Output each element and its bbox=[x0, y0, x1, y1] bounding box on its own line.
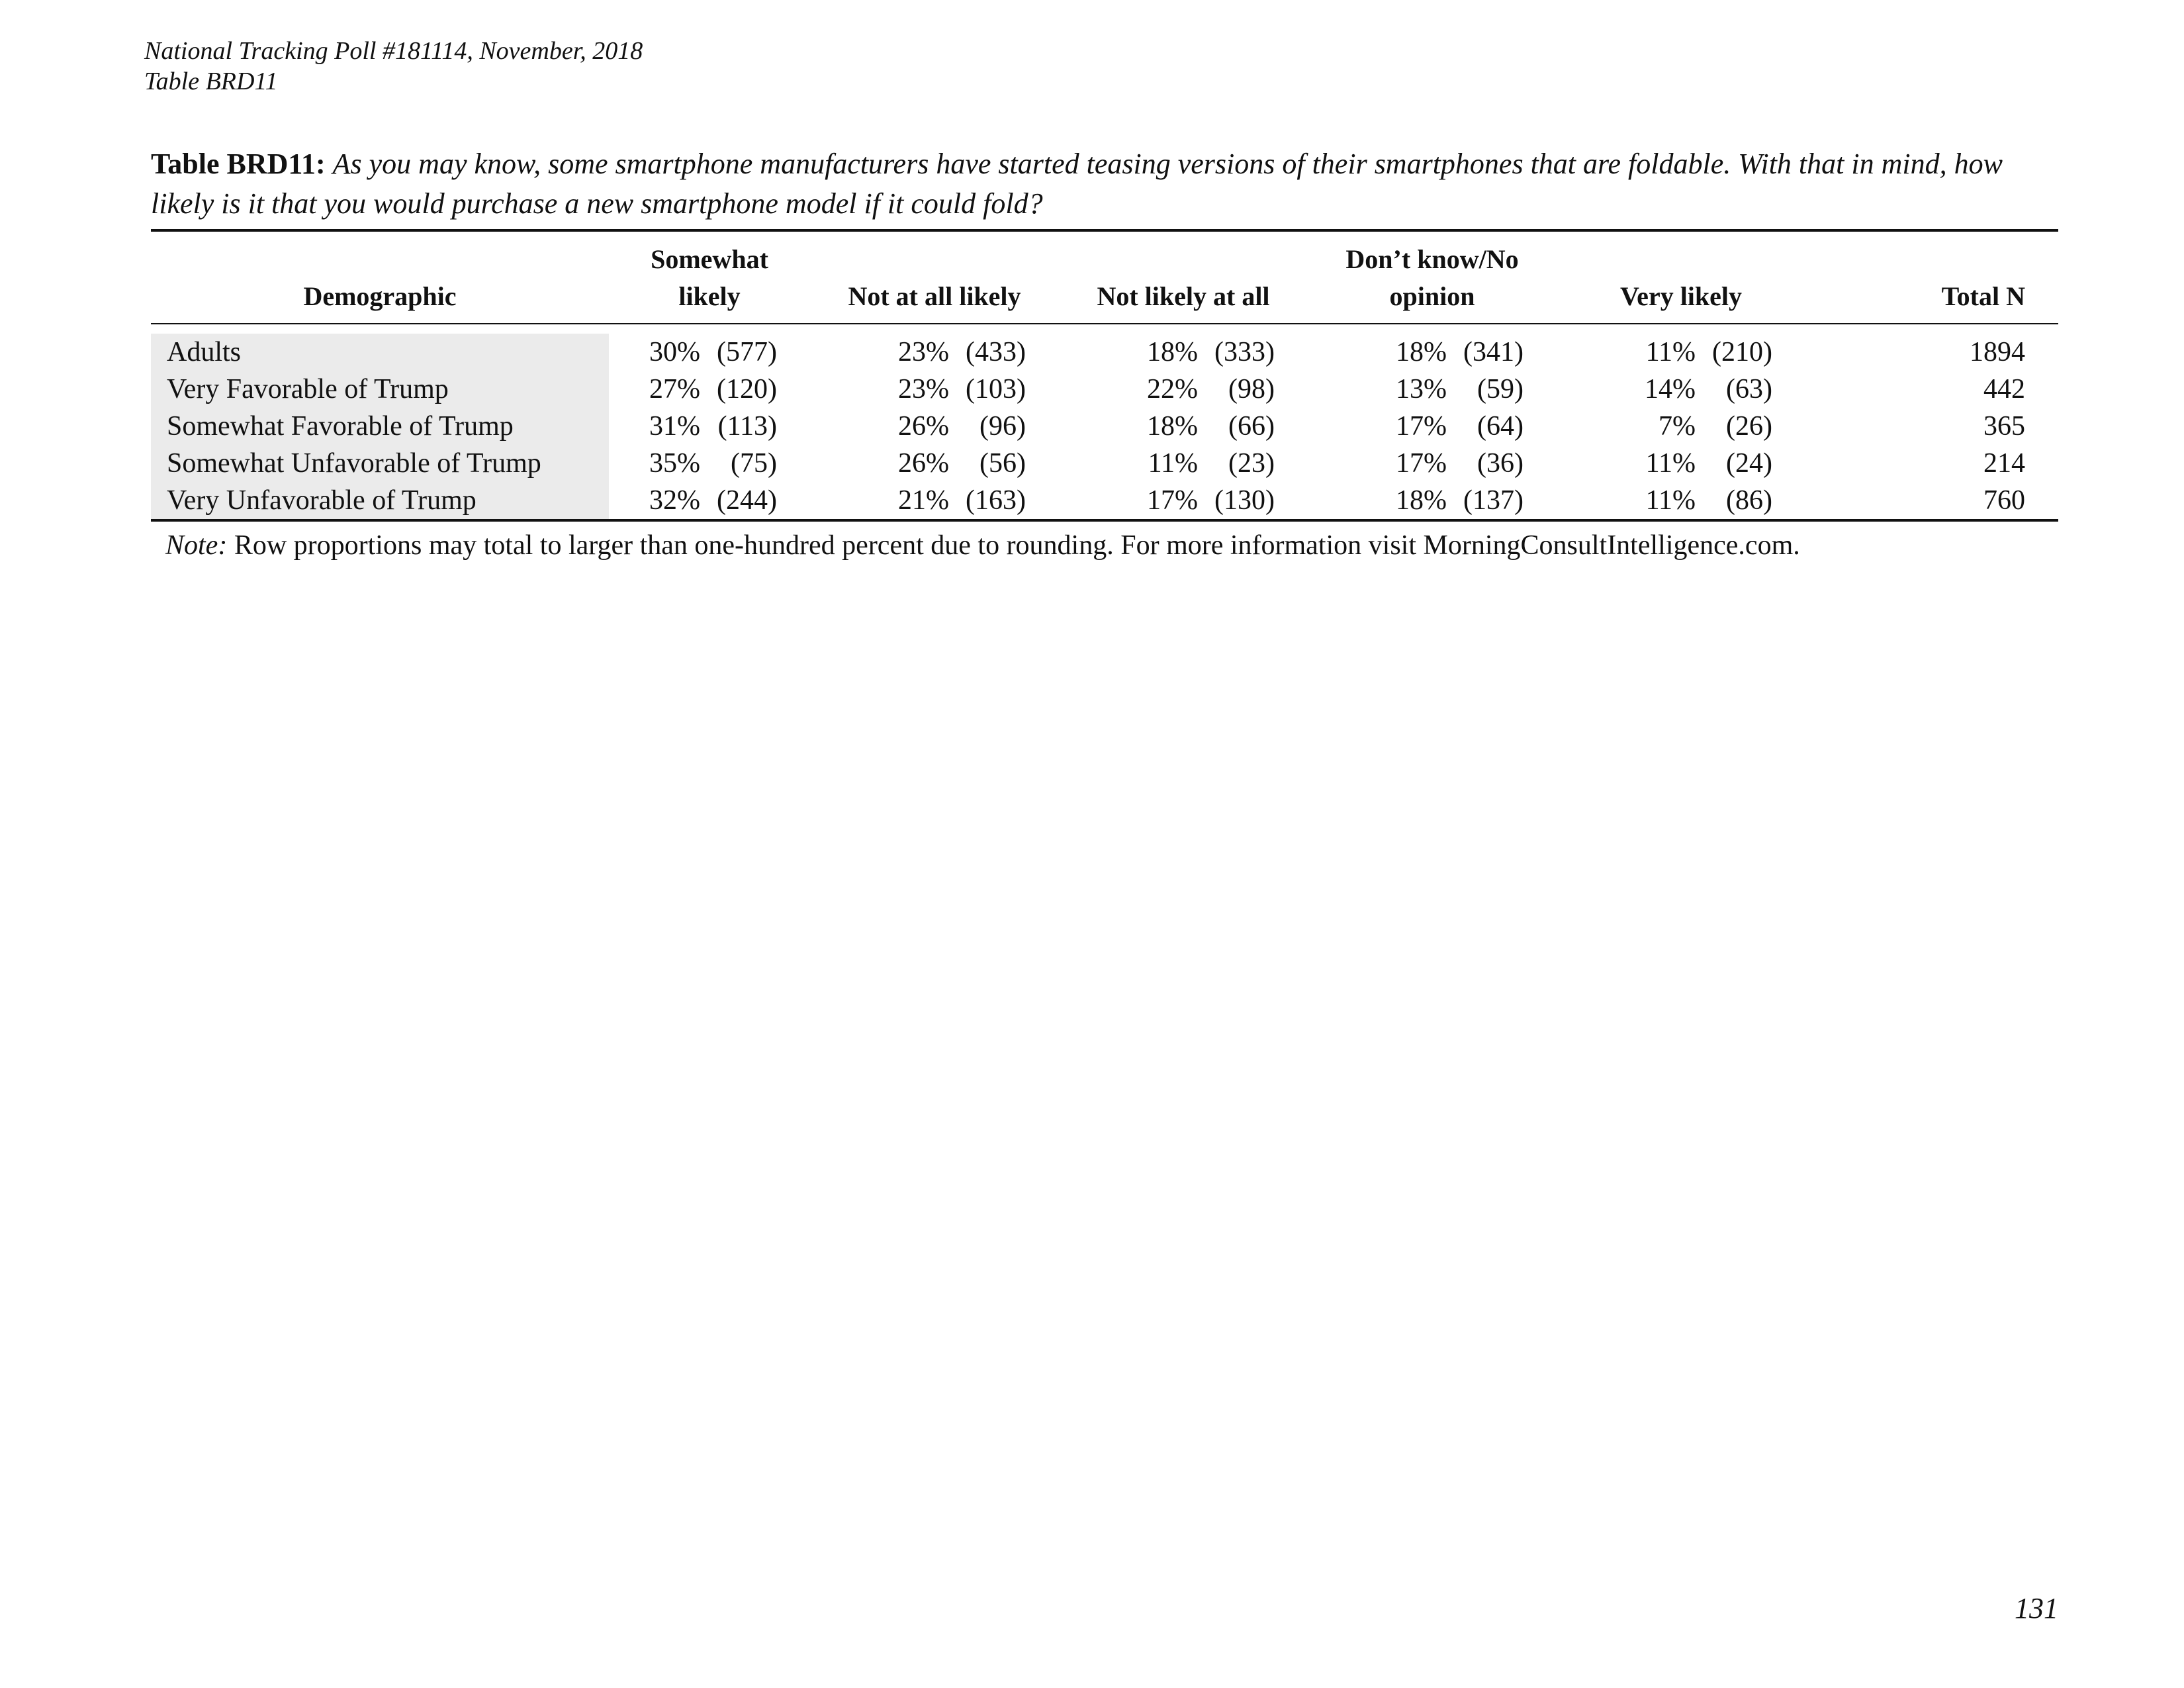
cell-pct: 13% bbox=[1396, 374, 1447, 404]
cell-count: (333) bbox=[1214, 337, 1275, 367]
cell-pct: 18% bbox=[1396, 337, 1447, 367]
note-text: Row proportions may total to larger than one-hundred percent due to rounding. For more information visit MorningConsultIntelligence.com. bbox=[234, 530, 1800, 561]
table-row bbox=[151, 334, 2058, 371]
cell-count: (137) bbox=[1463, 485, 1524, 516]
cell-count: (210) bbox=[1712, 337, 1772, 367]
results-table bbox=[151, 229, 2058, 522]
cell-total: 214 bbox=[1983, 448, 2025, 479]
cell-pct: 11% bbox=[1645, 337, 1696, 367]
header-somewhat-likely: Somewhat likely bbox=[651, 244, 768, 311]
cell-count: (163) bbox=[966, 485, 1026, 516]
cell-pct: 26% bbox=[898, 411, 949, 442]
cell-count: (577) bbox=[717, 337, 777, 367]
cell-count: (98) bbox=[1228, 374, 1275, 404]
table-header-row bbox=[151, 230, 2058, 324]
cell-pct: 26% bbox=[898, 448, 949, 479]
cell-pct: 22% bbox=[1147, 374, 1198, 404]
table-row bbox=[151, 371, 2058, 408]
cell-count: (113) bbox=[717, 411, 777, 442]
table-id: Table BRD11 bbox=[144, 68, 278, 95]
cell-pct: 17% bbox=[1147, 485, 1198, 516]
caption-label: Table BRD11: bbox=[151, 148, 326, 180]
cell-count: (103) bbox=[966, 374, 1026, 404]
cell-pct: 18% bbox=[1147, 411, 1198, 442]
cell-total: 760 bbox=[1983, 485, 2025, 516]
poll-title: National Tracking Poll #181114, November, 2018 bbox=[144, 37, 643, 65]
cell-pct: 35% bbox=[649, 448, 700, 479]
cell-count: (56) bbox=[979, 448, 1026, 479]
note-label: Note: bbox=[165, 530, 228, 561]
cell-pct: 18% bbox=[1147, 337, 1198, 367]
cell-count: (24) bbox=[1726, 448, 1772, 479]
cell-count: (96) bbox=[979, 411, 1026, 442]
cell-count: (26) bbox=[1726, 411, 1772, 442]
cell-pct: 7% bbox=[1659, 411, 1696, 442]
cell-count: (66) bbox=[1228, 411, 1275, 442]
cell-total: 1894 bbox=[1970, 337, 2025, 367]
cell-count: (433) bbox=[966, 337, 1026, 367]
page-number: 131 bbox=[2015, 1592, 2058, 1624]
cell-pct: 31% bbox=[649, 411, 700, 442]
cell-count: (120) bbox=[717, 374, 777, 404]
cell-pct: 11% bbox=[1645, 448, 1696, 479]
header-very-likely: Very likely bbox=[1619, 281, 1743, 311]
row-label: Adults bbox=[151, 334, 609, 371]
table-note bbox=[165, 527, 1800, 564]
cell-count: (36) bbox=[1477, 448, 1524, 479]
cell-pct: 18% bbox=[1396, 485, 1447, 516]
cell-pct: 23% bbox=[898, 337, 949, 367]
cell-pct: 11% bbox=[1645, 485, 1696, 516]
header-not-at-all-likely: Not at all likely bbox=[848, 281, 1021, 311]
table-row bbox=[151, 408, 2058, 445]
document-header bbox=[144, 36, 643, 97]
cell-count: (64) bbox=[1477, 411, 1524, 442]
cell-count: (341) bbox=[1463, 337, 1524, 367]
cell-count: (59) bbox=[1477, 374, 1524, 404]
cell-count: (75) bbox=[731, 448, 777, 479]
table-caption bbox=[151, 144, 2057, 224]
cell-pct: 14% bbox=[1645, 374, 1696, 404]
cell-pct: 23% bbox=[898, 374, 949, 404]
cell-pct: 17% bbox=[1396, 448, 1447, 479]
table-row bbox=[151, 445, 2058, 482]
cell-pct: 27% bbox=[649, 374, 700, 404]
header-dont-know: Don’t know/No opinion bbox=[1345, 244, 1519, 311]
table-row bbox=[151, 482, 2058, 520]
cell-total: 442 bbox=[1983, 374, 2025, 404]
cell-count: (130) bbox=[1214, 485, 1275, 516]
row-label: Very Unfavorable of Trump bbox=[151, 482, 609, 520]
header-not-likely-at-all: Not likely at all bbox=[1097, 281, 1270, 311]
header-total-n: Total N bbox=[1941, 281, 2025, 311]
cell-pct: 30% bbox=[649, 337, 700, 367]
header-demographic: Demographic bbox=[303, 281, 457, 311]
row-label: Somewhat Unfavorable of Trump bbox=[151, 445, 609, 482]
cell-pct: 11% bbox=[1148, 448, 1198, 479]
cell-count: (86) bbox=[1726, 485, 1772, 516]
cell-pct: 32% bbox=[649, 485, 700, 516]
caption-question: As you may know, some smartphone manufacturers have started teasing versions of their smartphones that are foldable. With that in mind, how likely is it that you would purchase a new smartphone model if it could fold? bbox=[151, 148, 2003, 220]
cell-count: (63) bbox=[1726, 374, 1772, 404]
cell-pct: 21% bbox=[898, 485, 949, 516]
cell-count: (23) bbox=[1228, 448, 1275, 479]
row-label: Somewhat Favorable of Trump bbox=[151, 408, 609, 445]
cell-pct: 17% bbox=[1396, 411, 1447, 442]
row-label: Very Favorable of Trump bbox=[151, 371, 609, 408]
cell-total: 365 bbox=[1983, 411, 2025, 442]
cell-count: (244) bbox=[717, 485, 777, 516]
